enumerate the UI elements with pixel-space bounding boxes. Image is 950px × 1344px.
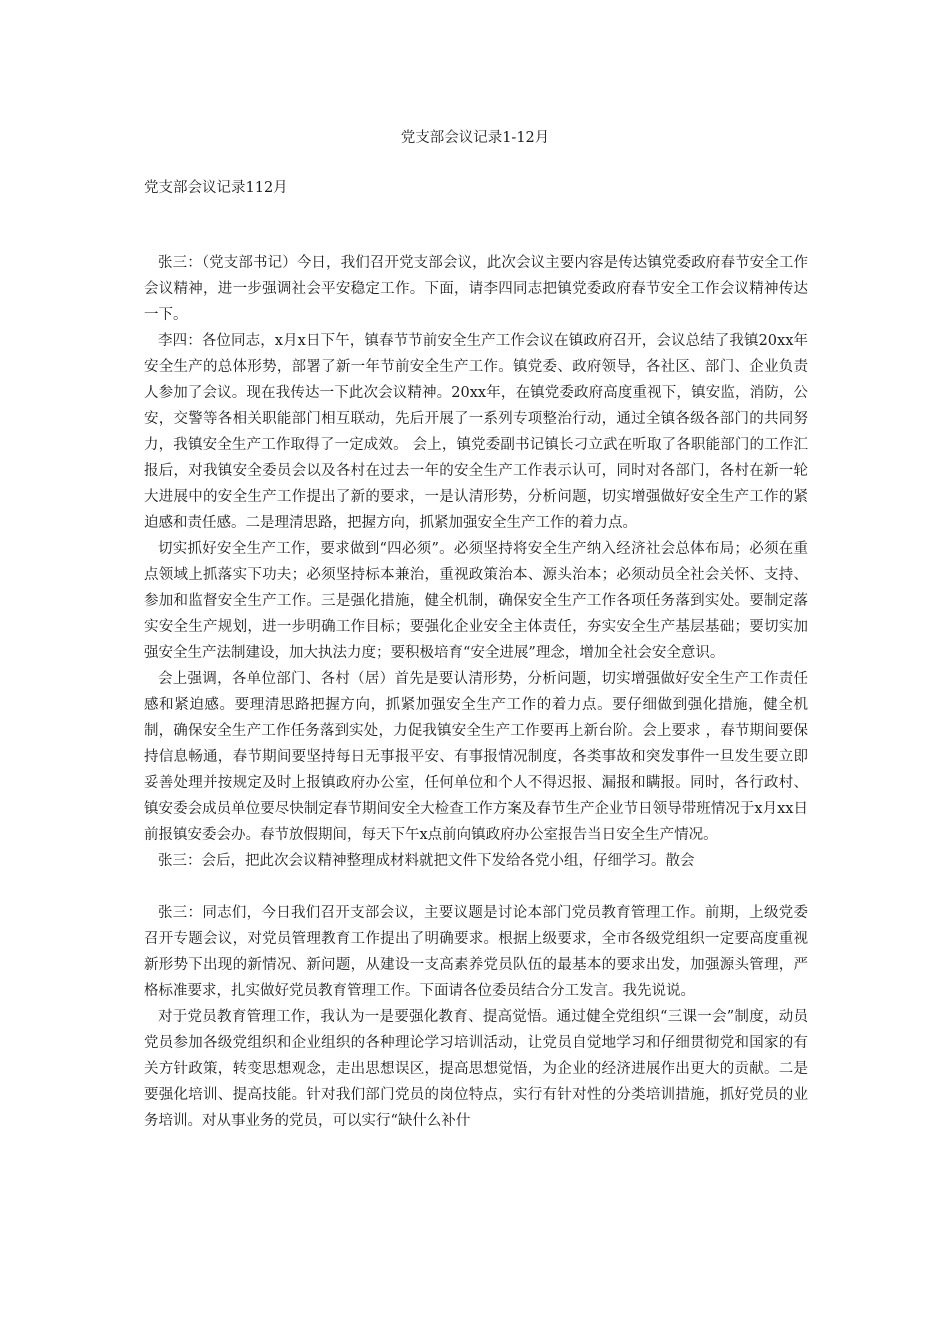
document-body [144, 250, 808, 1134]
document-subtitle: 党支部会议记录112月 [144, 180, 288, 196]
paragraph-zhangsan-opening: 张三：（党支部书记）今日，我们召开党支部会议，此次会议主要内容是传达镇党委政府春节安全工作会议精神，进一步强调社会平安稳定工作。下面，请李四同志把镇党委政府春节安全工作会议精神传达一下。 [144, 255, 808, 323]
paragraph-four-musts: 切实抓好安全生产工作，要求做到“四必须”。必须坚持将安全生产纳入经济社会总体布局；必须在重点领域上抓落实下功夫；必须坚持标本兼治，重视政策治本、源头治本；必须动员全社会关怀、支持、参加和监督安全生产工作。三是强化措施，健全机制，确保安全生产工作各项任务落到实处。要制定落实安全生产规划，进一步明确工作目标；要强化企业安全主体责任，夯实安全生产基层基础；要切实加强安全生产法制建设，加大执法力度；要积极培育“安全进展”理念，增加全社会安全意识。 [144, 541, 808, 661]
paragraph-meeting-emphasis: 会上强调，各单位部门、各村（居）首先是要认清形势，分析问题，切实增强做好安全生产工作责任感和紧迫感。要理清思路把握方向，抓紧加强安全生产工作的着力点。要仔细做到强化措施，健全机制，确保安全生产工作任务落到实处，力促我镇安全生产工作要再上新台阶。会上要求 ，春节期间要保持信息畅通，春节期间要坚持每日无事报平安、有事报情况制度，各类事故和突发事件一旦发生要立即妥善处理并按规定及时上报镇政府办公室，任何单位和个人不得迟报、漏报和瞒报。同时，各行政村、镇安委会成员单位要尽快制定春节期间安全大检查工作方案及春节生产企业节日领导带班情况于x月xx日前报镇安委会办。春节放假期间，每天下午x点前向镇政府办公室报告当日安全生产情况。 [144, 671, 808, 843]
paragraph-party-education: 对于党员教育管理工作，我认为一是要强化教育、提高觉悟。通过健全党组织“三课一会”制度，动员党员参加各级党组织和企业组织的各种理论学习培训活动，让党员自觉地学习和仔细贯彻党和国家的有关方针政策，转变思想观念，走出思想误区，提高思想觉悟，为企业的经济进展作出更大的贡献。二是要强化培训、提高技能。针对我们部门党员的岗位特点，实行有针对性的分类培训措施，抓好党员的业务培训。对从事业务的党员，可以实行“缺什么补什 [144, 1009, 808, 1129]
paragraph-zhangsan-closing: 张三：会后，把此次会议精神整理成材料就把文件下发给各党小组，仔细学习。散会 [158, 853, 695, 869]
paragraph-lisi-report: 李四：各位同志，x月x日下午，镇春节节前安全生产工作会议在镇政府召开，会议总结了我镇20xx年安全生产的总体形势，部署了新一年节前安全生产工作。镇党委、政府领导，各社区、部门、企业负责人参加了会议。现在我传达一下此次会议精神。20xx年，在镇党委政府高度重视下，镇安监，消防，公安，交警等各相关职能部门相互联动，先后开展了一系列专项整治行动，通过全镇各级各部门的共同努力，我镇安全生产工作取得了一定成效。 会上，镇党委副书记镇长刁立武在听取了各职能部门的工作汇报后，对我镇安全委员会以及各村在过去一年的安全生产工作表示认可，同时对各部门，各村在新一轮大进展中的安全生产工作提出了新的要求，一是认清形势，分析问题，切实增强做好安全生产工作的紧迫感和责任感。二是理清思路，把握方向，抓紧加强安全生产工作的着力点。 [144, 333, 808, 531]
document-title: 党支部会议记录1-12月 [400, 130, 550, 146]
paragraph-second-meeting-opening: 张三：同志们，今日我们召开支部会议，主要议题是讨论本部门党员教育管理工作。前期，上级党委召开专题会议，对党员管理教育工作提出了明确要求。根据上级要求，全市各级党组织一定要高度重视新形势下出现的新情况、新问题，从建设一支高素养党员队伍的最基本的要求出发，加强源头管理，严格标准要求，扎实做好党员教育管理工作。下面请各位委员结合分工发言。我先说说。 [144, 905, 808, 999]
